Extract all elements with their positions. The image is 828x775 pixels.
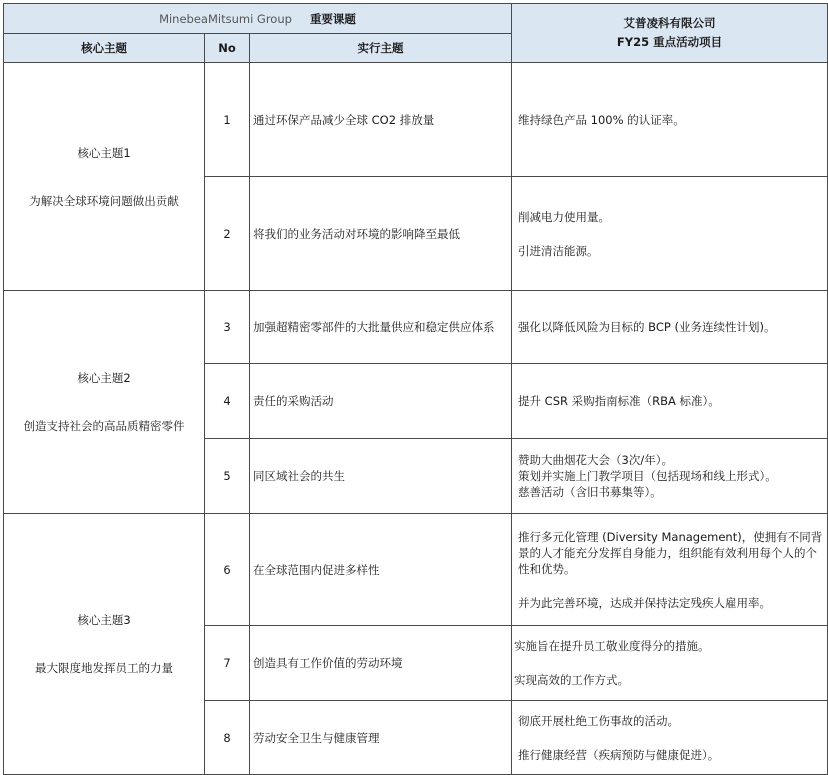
action-text: 实现高效的工作方式。 <box>514 673 630 687</box>
theme-cell: 加强超精密零部件的大批量供应和稳定供应体系 <box>250 291 512 364</box>
group-header <box>4 4 512 34</box>
action-cell <box>512 701 828 775</box>
group-title: 重要课题 <box>309 11 356 26</box>
theme-cell: 将我们的业务活动对环境的影响降至最低 <box>250 177 512 291</box>
row-number: 1 <box>205 63 250 177</box>
action-text: 削减电力使用量。 <box>518 209 611 224</box>
action-cell <box>512 514 828 626</box>
core-theme-name: 核心主题2 <box>77 371 131 385</box>
table-row <box>4 514 828 626</box>
company-subtitle: FY25 重点活动项目 <box>616 35 723 49</box>
row-number: 5 <box>205 439 250 514</box>
row-number: 7 <box>205 626 250 701</box>
theme-cell: 在全球范围内促进多样性 <box>250 514 512 626</box>
core-theme-desc: 创造支持社会的高品质精密零件 <box>23 419 185 433</box>
theme-cell: 同区域社会的共生 <box>250 439 512 514</box>
column-header-core: 核心主题 <box>4 34 205 63</box>
theme-cell: 通过环保产品减少全球 CO2 排放量 <box>250 63 512 177</box>
action-text: 提升 CSR 采购指南标准（RBA 标准）。 <box>518 394 720 408</box>
priority-activities-table <box>3 3 828 775</box>
action-text: 策划并实施上门教学项目（包括现场和线上形式）。 <box>518 469 777 483</box>
core-theme-desc: 最大限度地发挥员工的力量 <box>35 661 173 675</box>
company-header <box>512 4 828 63</box>
column-header-theme: 实行主题 <box>250 34 512 63</box>
table-row <box>4 291 828 364</box>
action-cell <box>512 439 828 514</box>
action-cell <box>512 177 828 291</box>
row-number: 2 <box>205 177 250 291</box>
action-text: 引进清洁能源。 <box>518 243 599 258</box>
core-theme-cell <box>4 514 205 775</box>
action-cell <box>512 626 828 701</box>
core-theme-name: 核心主题1 <box>77 145 131 160</box>
company-name: 艾普凌科有限公司 <box>623 16 716 30</box>
action-text: 维持绿色产品 100% 的认证率。 <box>518 112 685 127</box>
table-row <box>4 63 828 177</box>
core-theme-desc: 为解决全球环境问题做出贡献 <box>29 193 179 208</box>
action-text: 强化以降低风险为目标的 BCP (业务连续性计划)。 <box>518 320 776 334</box>
column-header-no: No <box>205 34 250 63</box>
action-cell <box>512 291 828 364</box>
action-text: 赞助大曲烟花大会（3次/年）。 <box>518 453 673 467</box>
action-text: 推行多元化管理 (Diversity Management)，使拥有不同背景的人才能充分发挥自身能力，组织能有效利用每个人的个性和优势。 <box>518 529 823 576</box>
core-theme-cell <box>4 291 205 514</box>
theme-cell: 劳动安全卫生与健康管理 <box>250 701 512 775</box>
action-cell <box>512 364 828 439</box>
group-name: MinebeaMitsumi Group <box>159 11 292 26</box>
action-text: 慈善活动（含旧书募集等）。 <box>518 485 662 499</box>
core-theme-name: 核心主题3 <box>77 613 131 627</box>
row-number: 8 <box>205 701 250 775</box>
row-number: 3 <box>205 291 250 364</box>
row-number: 4 <box>205 364 250 439</box>
action-text: 实施旨在提升员工敬业度得分的措施。 <box>514 639 710 653</box>
action-text: 并为此完善环境，达成并保持法定残疾人雇用率。 <box>518 595 772 610</box>
theme-cell: 创造具有工作价值的劳动环境 <box>250 626 512 701</box>
action-text: 推行健康经营（疾病预防与健康促进）。 <box>518 747 720 762</box>
core-theme-cell <box>4 63 205 291</box>
row-number: 6 <box>205 514 250 626</box>
theme-cell: 责任的采购活动 <box>250 364 512 439</box>
action-cell <box>512 63 828 177</box>
action-text: 彻底开展杜绝工伤事故的活动。 <box>518 713 680 728</box>
